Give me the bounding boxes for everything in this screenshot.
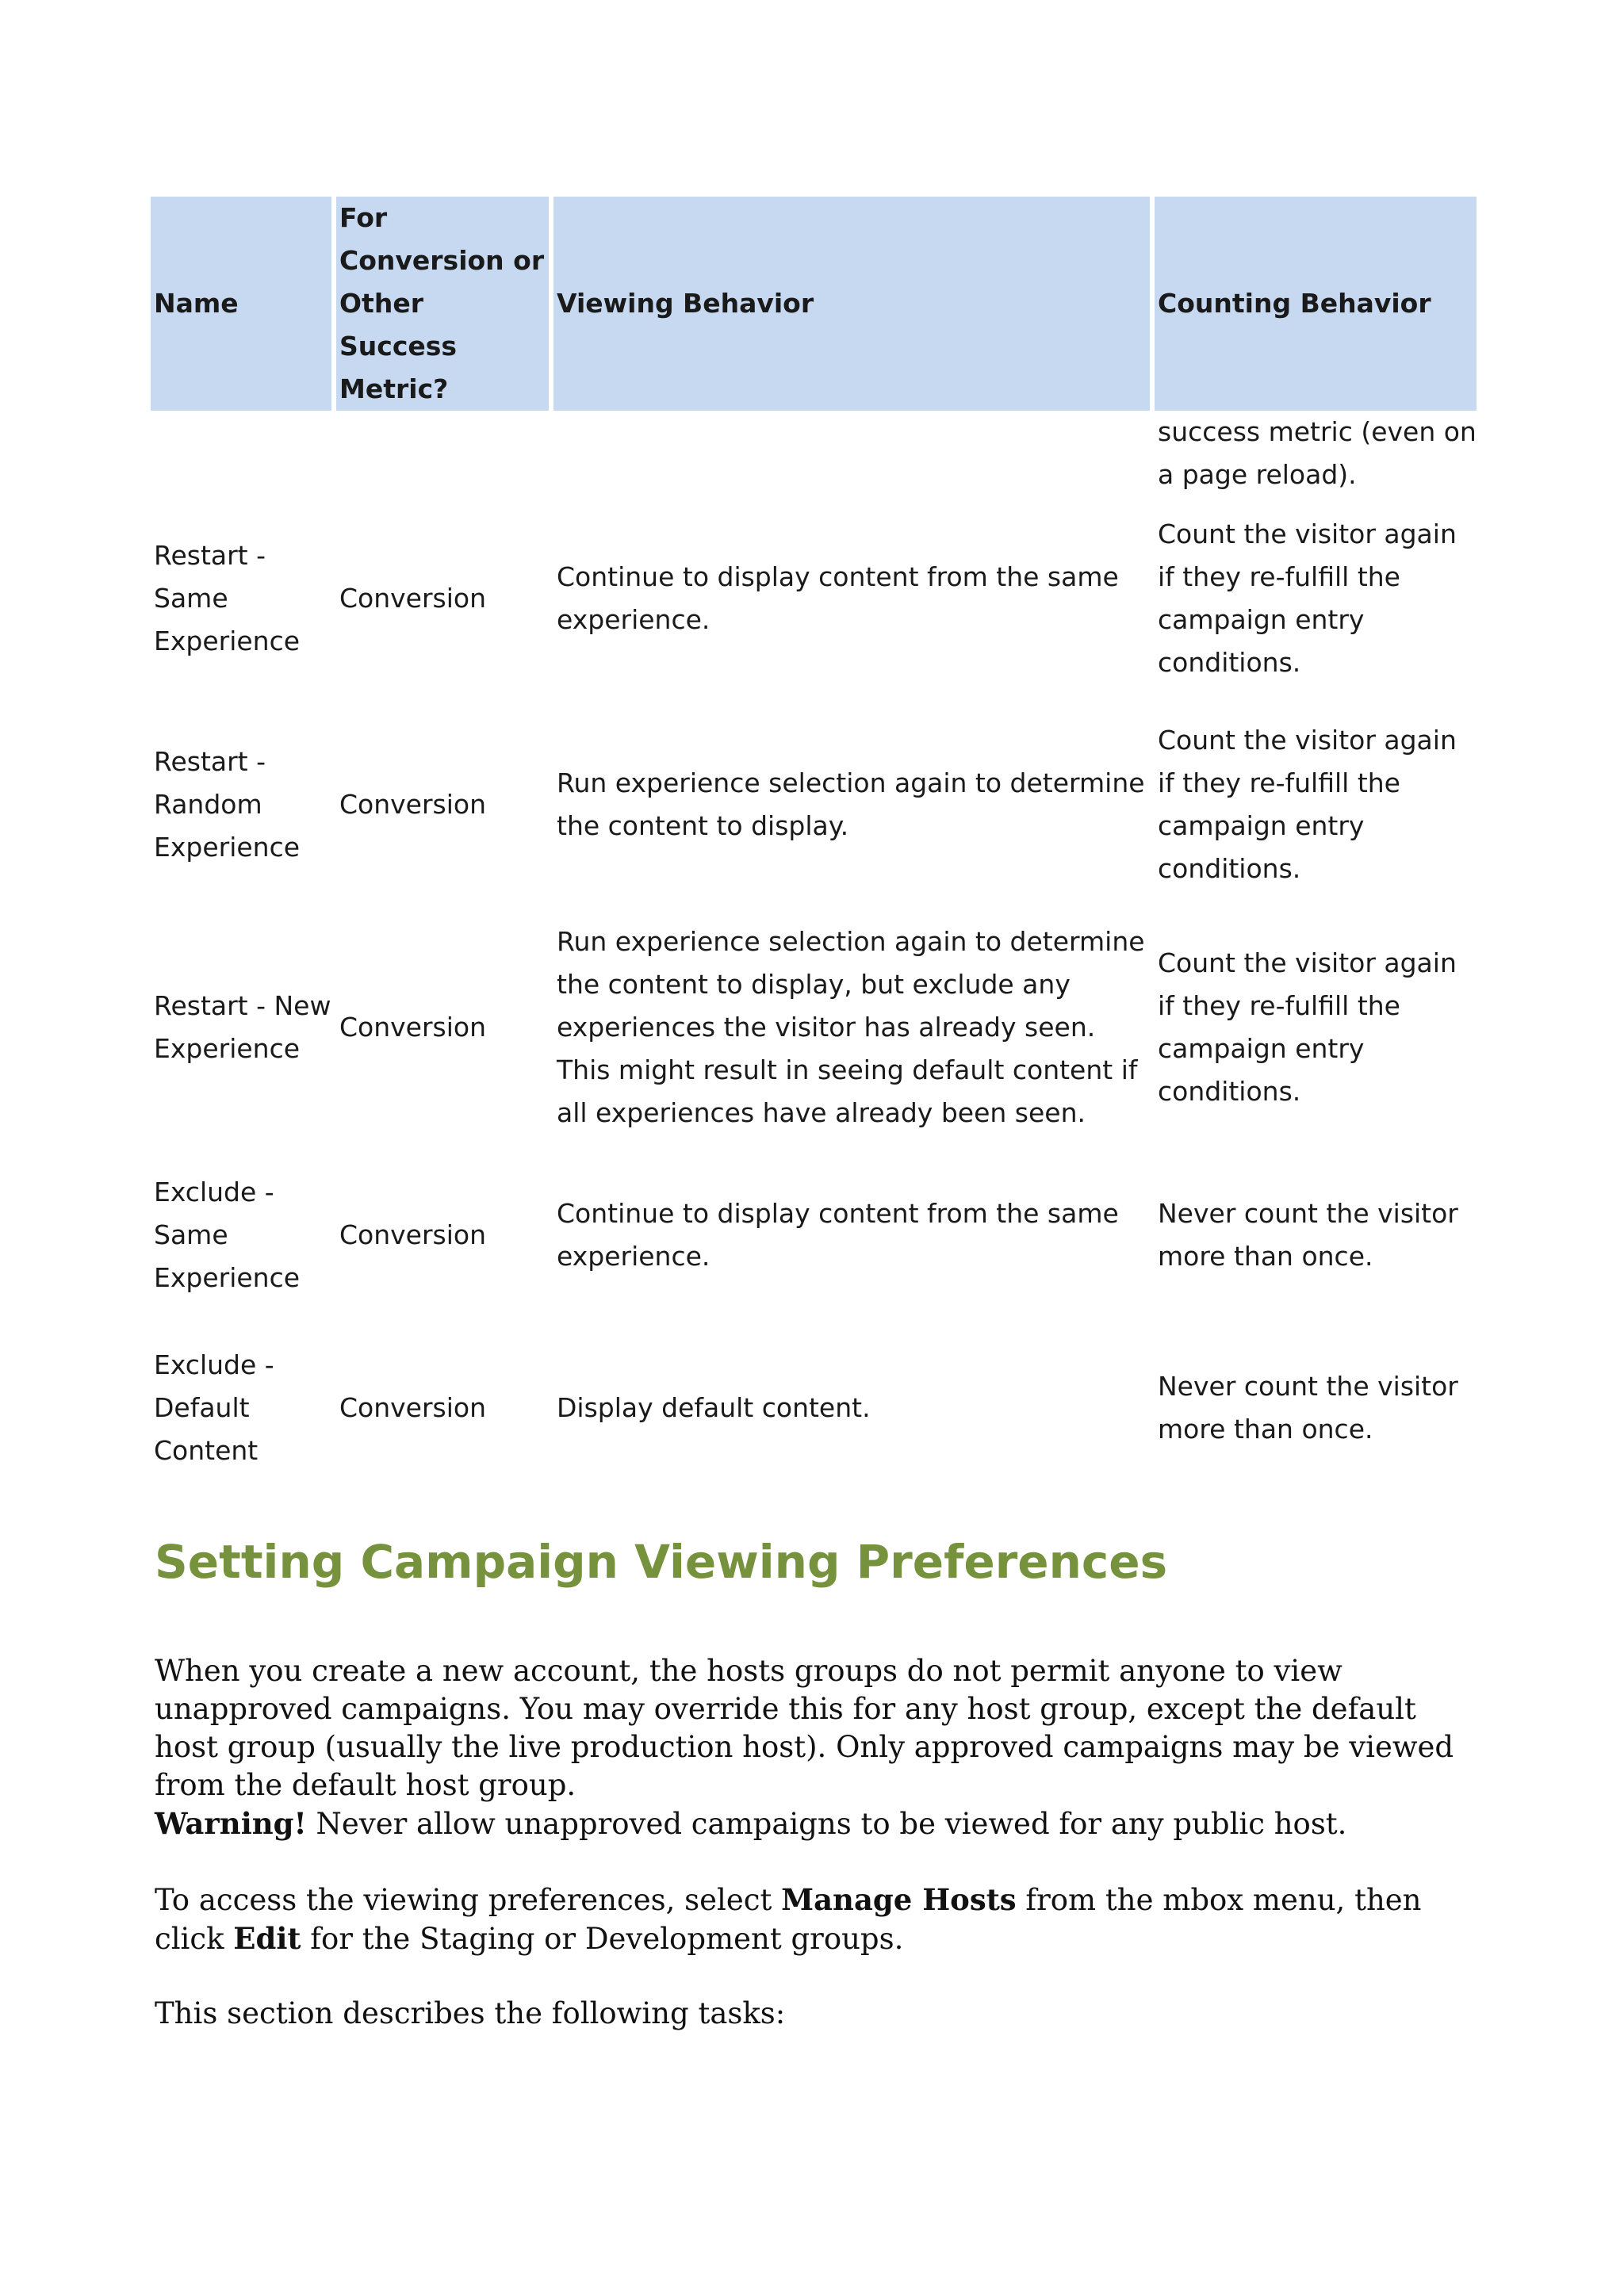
cell-metric: Conversion: [339, 789, 487, 820]
cell-name: Restart - New Experience: [154, 990, 331, 1064]
paragraph-access: [155, 1881, 1487, 1958]
viewing-behavior-table: [146, 197, 1481, 1492]
table-header-row: [151, 197, 1477, 411]
edit-term: Edit: [233, 1921, 301, 1956]
header-name: Name: [151, 197, 331, 411]
warning-label: Warning!: [155, 1806, 307, 1841]
table-row: [151, 496, 1477, 701]
cell-counting: Count the visitor again if they re-fulfill the campaign entry conditions.: [1158, 725, 1457, 884]
table-row: [151, 1324, 1477, 1492]
cell-metric: Conversion: [339, 583, 487, 614]
header-viewing: Viewing Behavior: [553, 197, 1150, 411]
table-row: [151, 1146, 1477, 1324]
cell-counting: success metric (even on a page reload).: [1158, 416, 1477, 490]
paragraph-tasks: This section describes the following tasks:: [155, 1996, 786, 2030]
cell-viewing: Display default content.: [557, 1392, 871, 1423]
cell-name: Restart - Random Experience: [154, 746, 301, 863]
header-metric: For Conversion or Other Success Metric?: [336, 197, 549, 411]
cell-empty: [553, 411, 1150, 496]
cell-empty: [336, 411, 549, 496]
cell-viewing: Run experience selection again to determine the content to display.: [557, 767, 1145, 841]
table-row: [151, 701, 1477, 909]
paragraph-intro: When you create a new account, the hosts groups do not permit anyone to view unapproved campaigns. You may override this for any host group, except the default host group (usually the live production host). Only approved campaigns may be viewed from the default host group.: [155, 1654, 1454, 1802]
cell-metric: Conversion: [339, 1392, 487, 1423]
table-row: [151, 909, 1477, 1146]
warning-text: Never allow unapproved campaigns to be viewed for any public host.: [306, 1807, 1347, 1841]
cell-empty: [151, 411, 331, 496]
cell-metric: Conversion: [339, 1012, 487, 1043]
cell-name: Restart - Same Experience: [154, 540, 301, 656]
cell-name: Exclude - Same Experience: [154, 1177, 301, 1293]
cell-metric: Conversion: [339, 1219, 487, 1250]
header-counting: Counting Behavior: [1155, 197, 1477, 411]
cell-counting: Never count the visitor more than once.: [1158, 1371, 1458, 1445]
section-heading: Setting Campaign Viewing Preferences: [155, 1535, 1168, 1589]
cell-viewing: Continue to display content from the same experience.: [557, 1198, 1119, 1272]
cell-counting: Count the visitor again if they re-fulfill the campaign entry conditions.: [1158, 947, 1457, 1107]
access-text-3: for the Staging or Development groups.: [301, 1922, 904, 1956]
cell-counting: Count the visitor again if they re-fulfill the campaign entry conditions.: [1158, 519, 1457, 678]
manage-hosts-term: Manage Hosts: [781, 1882, 1017, 1917]
cell-viewing: Run experience selection again to determine the content to display, but exclude any experiences the visitor has already seen. This might result in seeing default content if all experiences have already been seen.: [557, 926, 1145, 1128]
table-row-continuation: [151, 411, 1477, 496]
access-text-1: To access the viewing preferences, select: [155, 1883, 782, 1917]
cell-name: Exclude - Default Content: [154, 1349, 274, 1466]
paragraph-warning: [155, 1804, 1487, 1843]
cell-viewing: Continue to display content from the same experience.: [557, 561, 1119, 635]
cell-counting: Never count the visitor more than once.: [1158, 1198, 1458, 1272]
access-text-2: from the mbox menu, then click: [155, 1883, 1422, 1956]
